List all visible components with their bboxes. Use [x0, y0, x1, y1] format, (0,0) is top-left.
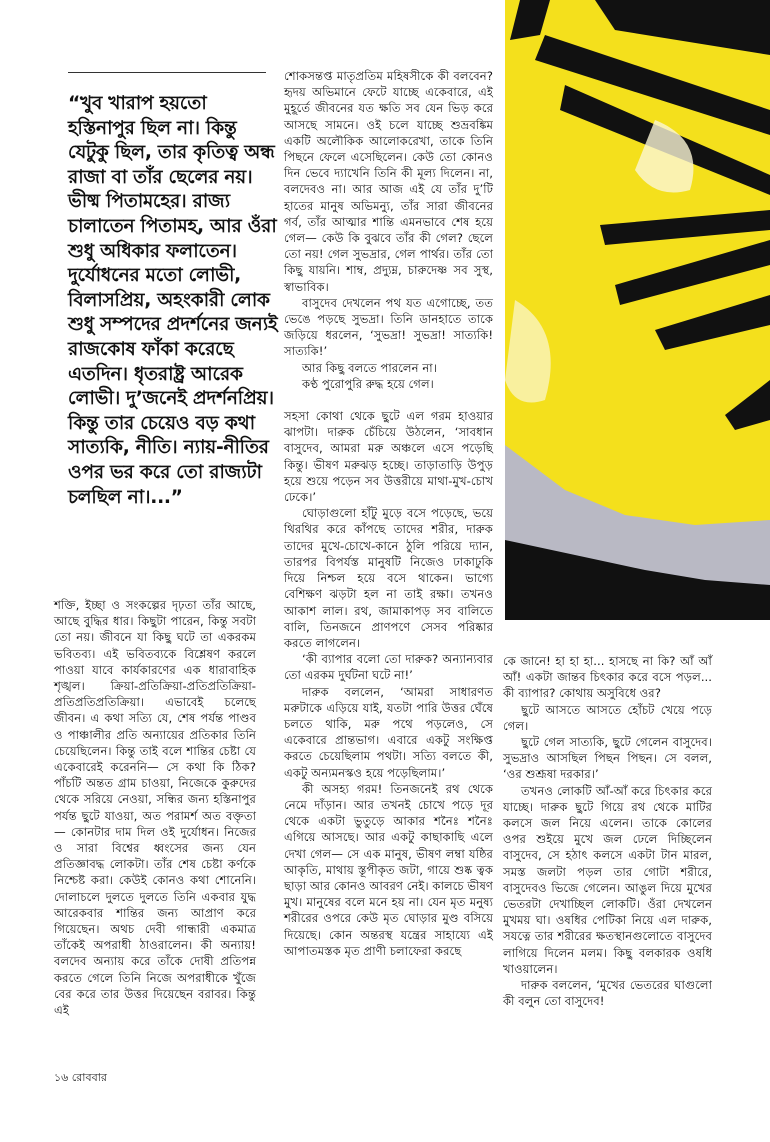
paragraph: বাসুদেব দেখলেন পথ যত এগোচ্ছে, তত ভেঙে পড়ছে সুভদ্রা। তিনি ডানহাতে তাকে জড়িয়ে ধরলেন, ‘সুভদ্রা! সুভদ্রা! সাত্যকি! সাত্যকি!’	[284, 295, 493, 359]
pull-quote: “খুব খারাপ হয়তো হস্তিনাপুর ছিল না। কিন্তু যেটুকু ছিল, তার কৃতিত্ব অন্ধ রাজা বা তাঁর ছেলের নয়। ভীষ্ম পিতামহের। রাজ্য চালাতেন পিতামহ, আর ওঁরা শুধু অধিকার ফলাতেন। দুর্যোধনের মতো লোভী, বিলাসপ্রিয়, অহংকারী লোক শুধু সম্পদের প্রদর্শনের জন্যই রাজকোষ ফাঁকা করেছে এতদিন। ধৃতরাষ্ট্র আরেক লোভী। দু’জনেই প্রদর্শনপ্রিয়। কিন্তু তার চেয়েও বড় কথা সাত্যকি, নীতি। ন্যায়-নীতির ওপর ভর করে তো রাজ্যটা চলছিল না।...”	[68, 93, 278, 508]
artwork-illustration	[505, 0, 770, 620]
paragraph: দারুক বললেন, ‘মুখের ভেতরের ঘাগুলো কী বলুন তো বাসুদেব!	[503, 978, 712, 1009]
paragraph: ছুটে গেল সাত্যকি, ছুটে গেলেন বাসুদেব। সুভদ্রাও আসছিল পিছন পিছন। সে বলল, ‘ওর শুশ্রূষা দরকার।’	[503, 735, 712, 782]
paragraph: দারুক বললেন, ‘আমরা সাধারণত মরুটাকে এড়িয়ে যাই, যতটা পারি উত্তর ঘেঁষে চলতে থাকি, মরু পথে পড়লেও, সে একেবারে প্রান্তভাগ। এবারে একটু সংক্ষিপ্ত করতে চেয়েছিলাম পথটা। সত্যি বলতে কী, একটু অন্যমনস্কও হয়ে পড়েছিলাম।’	[284, 684, 493, 780]
pull-quote-top-rule	[68, 72, 266, 73]
paragraph: ‘কী ব্যাপার বলো তো দারুক? অন্যান্যবার তো এরকম দুর্ঘটনা ঘটে না!’	[284, 652, 493, 683]
paragraph: কণ্ঠ পুরোপুরি রুদ্ধ হয়ে গেল।	[302, 376, 434, 391]
paragraph: ঘোড়াগুলো হাঁটু মুড়ে বসে পড়েছে, ভয়ে থিরথির করে কাঁপছে তাদের শরীর, দারুক তাদের মুখে-চোখে-কানে ঠুলি পরিয়ে দ্যান, তারপর বিপর্যস্ত মানুষটি নিজেও ঢাকাঢুকি দিয়ে নিশ্চল হয়ে বসে থাকেন। ভাগ্যে বেশিক্ষণ ঝড়টা হল না তাই রক্ষা। তখনও আকাশ লাল। রথ, জামাকাপড় সব বালিতে বালি, তিনজনে প্রাণপণে সেসব পরিষ্কার করতে লাগলেন।	[284, 506, 493, 650]
paragraph: সহসা কোথা থেকে ছুটে এল গরম হাওয়ার ঝাপটা। দারুক চেঁচিয়ে উঠলেন, ‘সাবধান বাসুদেব, আমরা মরু অঞ্চলে এসে পড়েছি কিন্তু। ভীষণ মরুঝড় হচ্ছে। তাড়াতাড়ি উপুড় হয়ে শুয়ে পড়েন সব উত্তরীয়ে মাথা-মুখ-চোখ ঢেকে।’	[284, 409, 493, 505]
section-break	[284, 392, 493, 408]
article-column-middle	[284, 68, 493, 959]
paragraph: তখনও লোকটি আঁ-আঁ করে চিৎকার করে যাচ্ছে। দারুক ছুটে গিয়ে রথ থেকে মাটির কলসে জল নিয়ে এলেন। তাকে কোলের ওপর শুইয়ে মুখে জল ঢেলে দিচ্ছিলেন বাসুদেব, সে হঠাৎ কলসে একটা টান মারল, সমস্ত জলটা পড়ল তার গোটা শরীরে, বাসুদেবও ভিজে গেলেন। আঙুল দিয়ে মুখের ভেতরটা দেখাচ্ছিল লোকটি। ওঁরা দেখলেন মুখময় ঘা। ওষধির পেটিকা নিয়ে এল দারুক, সযত্নে তার শরীরের ক্ষতস্থানগুলোতে বাসুদেব লাগিয়ে দিলেন মলম। কিছু বলকারক ওষধি খাওয়ালেন।	[503, 783, 712, 976]
article-column-right	[503, 653, 712, 1009]
paragraph: কে জানে! হা হা হা... হাসছে না কি? আঁ আঁ আঁ! একটা জান্তব চিৎকার করে বসে পড়ল... কী ব্যাপার? কোথায় অসুবিধে ওর?	[503, 654, 712, 701]
paragraph: কী অসহ্য গরম! তিনজনেই রথ থেকে নেমে দাঁড়ান। আর তখনই চোখে পড়ে দূর থেকে একটা ভুতুড়ে আকার শনৈঃ শনৈঃ এগিয়ে আসছে। আর একটু কাছাকাছি এলে দেখা গেল— সে এক মানুষ, ভীষণ লম্বা যষ্ঠির আকৃতি, মাথায় স্তূপীকৃত জটা, গায়ে শুষ্ক ত্বক ছাড়া আর কোনও আবরণ নেই। কালচে ভীষণ মুখ। মানুষের বলে মনে হয় না। যেন মৃত মনুষ্য শরীরের ওপরে কেউ মৃত ঘোড়ার মুণ্ড বসিয়ে দিয়েছে। কোন অন্তরস্থ যন্ত্রের সাহায্যে এই আপাতমস্তক মৃত প্রাণী চলাফেরা করছে	[284, 781, 493, 958]
paragraph: শক্তি, ইচ্ছা ও সংকল্পের দৃঢ়তা তাঁর আছে, আছে বুদ্ধির ধার। কিছুটা পারেন, কিন্তু সবটা তো নয়। জীবনে যা কিছু ঘটে তা একরকম ভবিতব্য। এই ভবিতব্যকে বিশ্লেষণ করলে পাওয়া যাবে কার্যকারণের এক ধারাবাহিক শৃঙ্খল। ক্রিয়া-প্রতিক্রিয়া-প্রতিপ্রতিক্রিয়া-প্রতিপ্রতিপ্রতিক্রিয়া। এভাবেই চলেছে জীবন। এ কথা সত্যি যে, শেষ পর্যন্ত পাণ্ডব ও পাঞ্চালীর প্রতি অন্যায়ের প্রতিকার তিনি চেয়েছিলেন। কিন্তু তাই বলে শান্তির চেষ্টা যে একেবারেই করেননি— সে কথা কি ঠিক? পাঁচটি অন্তত গ্রাম চাওয়া, নিজেকে কুরুদের থেকে সরিয়ে নেওয়া, সন্ধির জন্য হস্তিনাপুর পর্যন্ত ছুটে যাওয়া, অত পরামর্শ অত বক্তৃতা— কোনটার দাম দিল ওই দুর্যোধন। নিজের ও সারা বিশ্বের ধ্বংসের জন্য যেন প্রতিজ্ঞাবদ্ধ লোকটা। তাঁর শেষ চেষ্টা কর্ণকে নিশ্চেষ্ট করা। কেউই কোনও কথা শোনেনি। দোলাচলে দুলতে দুলতে তিনি একবার যুদ্ধ আরেকবার শান্তির জন্য আপ্রাণ করে গিয়েছেন। অথচ দেবী গান্ধারী একমাত্র তাঁকেই অপরাধী ঠাওরালেন। কী অন্যায়! বলদেব অন্যায় করে তাঁকে দোষী প্রতিপন্ন করতে গেলে তিনি নিজে অপরাধীকে খুঁজে বের করে তার উত্তর দিয়েছেন বরাবর। কিন্তু এই	[54, 598, 256, 1018]
paragraph: শোকসন্তপ্ত মাতৃপ্রতিম মহিষসীকে কী বলবেন? হৃদয় অভিমানে ফেটে যাচ্ছে একেবারে, এই মুহূর্তে জীবনের যত ক্ষতি সব যেন ভিড় করে আসছে সামনে। ওই চলে যাচ্ছে শুভ্রবঙ্কিম একটি অলৌকিক আলোকরেখা, তাকে তিনি পিছনে ফেলে এসেছিলেন। কেউ তো কোনও দিন ভেবে দ্যাখেনি তিনি কী মূল্য দিলেন। না, বলদেবও না। আর আজ এই যে তাঁর দু’টি হাতের মানুষ অভিমন্যু, তাঁর সারা জীবনের গর্ব, তাঁর আত্মার শান্তি এমনভাবে শেষ হয়ে গেল— কেউ কি বুঝবে তাঁর কী গেল? ছেলে তো নয়! গেল সুভদ্রার, গেল পার্থর। তাঁর তো কিছু যায়নি। শাম্ব, প্রদ্যুম্ন, চারুদেষ্ণ সব সুস্থ, স্বাভাবিক।	[284, 69, 493, 294]
paragraph: ছুটে আসতে আসতে হোঁচট খেয়ে পড়ে গেল।	[503, 702, 712, 733]
paragraph: আর কিছু বলতে পারলেন না।	[302, 360, 437, 375]
yellow-black-painting	[505, 0, 770, 620]
page-folio: ১৬ রোববার	[54, 1071, 107, 1084]
article-column-left	[54, 597, 256, 1018]
